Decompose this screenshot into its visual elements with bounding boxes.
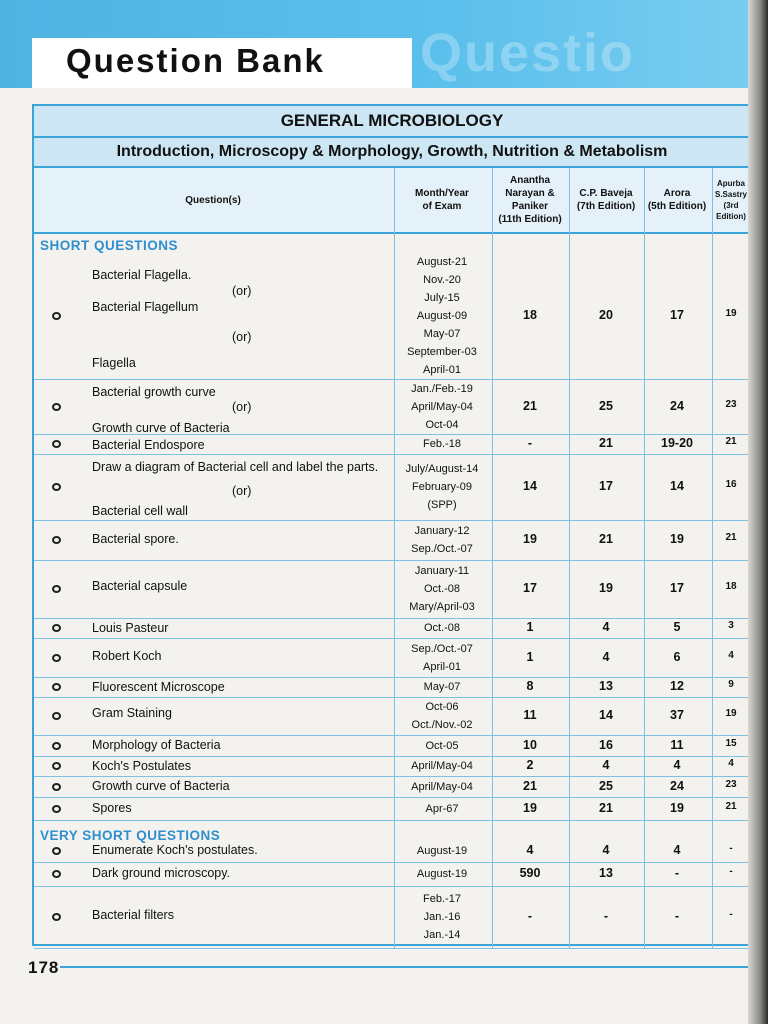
page-ref-v1: 2: [526, 758, 534, 772]
column-divider: [712, 168, 713, 948]
exam-date: August-09: [416, 309, 468, 322]
banner-watermark: Questio: [420, 23, 636, 83]
header-date-line: Month/Year: [415, 188, 469, 199]
page-ref-v2: 13: [599, 679, 613, 693]
exam-date: August-19: [416, 844, 468, 857]
table-row: [34, 677, 748, 698]
page-ref-v4: -: [729, 866, 733, 877]
page-ref-v4: 4: [728, 649, 734, 661]
bullet-icon: [52, 783, 61, 791]
header-question: Question(s): [185, 194, 241, 206]
question-line: (or): [232, 400, 252, 414]
exam-date: August-19: [416, 868, 468, 880]
page-ref-v3: 17: [670, 581, 684, 595]
bullet-icon: [52, 312, 61, 320]
page-ref-v1: 1: [526, 649, 534, 664]
page-ref-v3: 4: [673, 758, 681, 772]
question-line: (or): [232, 284, 252, 298]
header-month-year: [394, 168, 490, 232]
exam-date: Oct-05: [425, 739, 459, 752]
table-row: [34, 697, 748, 736]
question-line: Bacterial Endospore: [92, 438, 205, 452]
page-ref-v4: 15: [725, 737, 737, 749]
question-line: Bacterial growth curve: [92, 385, 216, 399]
page-ref-v1: 8: [526, 679, 534, 693]
header-ananthanarayan: [492, 168, 568, 232]
page-ref-v1: 21: [523, 778, 537, 793]
page-ref-v1: 14: [523, 479, 537, 493]
question-line: Morphology of Bacteria: [92, 738, 221, 752]
exam-date: Jan./Feb.-19: [411, 382, 473, 395]
question-line: Growth curve of Bacteria: [92, 421, 230, 435]
header-line: Arora: [663, 188, 691, 199]
page-ref-v3: 6: [673, 649, 681, 664]
page-ref-v2: 4: [602, 758, 610, 772]
bullet-icon: [52, 913, 61, 921]
very-short-questions-label: VERY SHORT QUESTIONS: [40, 828, 221, 843]
page-ref-v4: 21: [725, 532, 737, 543]
header-line: C.P. Baveja: [579, 188, 633, 199]
exam-date: April/May-04: [411, 400, 473, 413]
bullet-icon: [52, 712, 61, 720]
table-row: [34, 520, 748, 561]
exam-date: August-21: [416, 255, 468, 268]
exam-date: July-15: [424, 291, 460, 304]
exam-dates: [394, 697, 490, 735]
question-line: Draw a diagram of Bacterial cell and label the parts.: [92, 460, 379, 474]
bullet-icon: [52, 762, 61, 770]
table-row: [34, 862, 748, 887]
exam-date: Oct.-08: [423, 583, 461, 595]
table-row: [34, 454, 748, 521]
page-ref-v4: -: [729, 909, 733, 920]
page-ref-v3: 4: [673, 842, 681, 857]
exam-date: Mary/April-03: [409, 601, 475, 613]
exam-date: Oct.-08: [423, 622, 461, 634]
page-ref-v2: 14: [599, 708, 613, 722]
page-ref-v2: 21: [599, 800, 613, 815]
exam-dates: [394, 756, 490, 776]
table-row: [34, 797, 748, 821]
question-line: Spores: [92, 801, 132, 815]
page-ref-v2: 13: [599, 866, 613, 880]
header-line: S.Sastry: [714, 190, 748, 199]
bullet-icon: [52, 805, 61, 813]
title-box: [32, 38, 412, 88]
page-ref-v2: 21: [599, 532, 613, 546]
page-ref-v4: 23: [725, 778, 737, 790]
header-line: Paniker: [511, 201, 549, 212]
exam-date: April-01: [423, 363, 461, 376]
bullet-icon: [52, 585, 61, 593]
bullet-icon: [52, 536, 61, 544]
page-ref-v2: 16: [599, 737, 613, 752]
header-baveja: [569, 168, 643, 232]
page-ref-v4: 18: [725, 581, 737, 592]
exam-dates: [394, 886, 490, 948]
question-line: Bacterial capsule: [92, 579, 188, 593]
question-line: Flagella: [92, 356, 136, 370]
exam-dates: [394, 839, 490, 862]
page-ref-v4: 3: [728, 620, 734, 631]
subject-heading: GENERAL MICROBIOLOGY: [34, 106, 748, 138]
header-line: Anantha: [510, 175, 550, 186]
page-ref-v3: 19: [670, 800, 684, 815]
table-row: [34, 756, 748, 777]
question-line: Louis Pasteur: [92, 621, 169, 635]
header-arora: [644, 168, 710, 232]
page-ref-v1: 590: [519, 866, 541, 880]
question-line: Bacterial cell wall: [92, 504, 188, 518]
page-ref-v2: 19: [599, 581, 613, 595]
page-ref-v4: 19: [725, 307, 737, 319]
page-ref-v2: -: [603, 909, 609, 923]
page-ref-v2: 4: [602, 842, 610, 857]
exam-date: Oct-06: [425, 701, 459, 713]
page-ref-v1: 11: [523, 708, 537, 722]
page-ref-v1: 17: [523, 581, 537, 595]
exam-dates: [394, 454, 490, 520]
question-line: Growth curve of Bacteria: [92, 779, 230, 793]
exam-dates: [394, 560, 490, 618]
table-header: [34, 168, 748, 234]
exam-dates: [394, 735, 490, 756]
table-row: [34, 379, 748, 435]
bullet-icon: [52, 403, 61, 411]
table-row: [34, 434, 748, 455]
page-ref-v4: 21: [725, 436, 737, 447]
page-ref-v2: 25: [599, 778, 613, 793]
exam-dates: [394, 862, 490, 886]
bullet-icon: [52, 483, 61, 491]
page-ref-v2: 17: [599, 479, 613, 493]
page-ref-v3: 14: [670, 479, 684, 493]
bullet-icon: [52, 870, 61, 878]
question-line: (or): [232, 330, 252, 344]
page-ref-v4: -: [729, 842, 733, 854]
short-questions-label: SHORT QUESTIONS: [40, 238, 179, 253]
table-row: [34, 886, 748, 949]
exam-dates: [394, 618, 490, 638]
book-edge: [748, 0, 768, 1024]
page-ref-v1: 10: [523, 737, 537, 752]
exam-dates: [394, 638, 490, 677]
exam-dates: [394, 797, 490, 820]
page-ref-v3: 19-20: [661, 436, 693, 450]
header-line: Narayan &: [505, 188, 555, 199]
page-ref-v3: 19: [670, 532, 684, 546]
question-line: Bacterial Flagellum: [92, 300, 199, 314]
page-ref-v1: 4: [526, 842, 534, 857]
page-ref-v1: -: [527, 909, 533, 923]
bullet-icon: [52, 440, 61, 448]
exam-date: Jan.-16: [423, 911, 461, 923]
exam-date: April-01: [423, 660, 461, 673]
exam-date: Sep./Oct.-07: [411, 642, 473, 655]
bullet-icon: [52, 742, 61, 750]
header-line: (5th Edition): [647, 201, 707, 212]
page-ref-v3: 24: [670, 398, 684, 413]
question-line: Gram Staining: [92, 706, 172, 720]
table-row: [34, 839, 748, 863]
page-ref-v1: 19: [523, 800, 537, 815]
header-line: (11th Edition): [498, 214, 562, 225]
column-divider: [644, 168, 645, 948]
question-line: Bacterial filters: [92, 908, 174, 922]
page-number: 178: [28, 958, 60, 977]
page-ref-v3: -: [674, 909, 680, 923]
page-ref-v3: 5: [673, 620, 681, 634]
exam-date: Feb.-17: [423, 893, 461, 905]
page-ref-v4: 21: [725, 800, 737, 812]
header-line: (7th Edition): [576, 201, 636, 212]
page-ref-v3: 24: [670, 778, 684, 793]
table-row: [34, 252, 748, 380]
exam-date: February-09: [412, 481, 472, 493]
page-ref-v4: 19: [725, 708, 737, 719]
header-line: Apurba: [717, 179, 745, 188]
page-title: Question Bank: [66, 42, 325, 79]
table-row: [34, 560, 748, 619]
question-line: Dark ground microscopy.: [92, 866, 231, 880]
exam-date: May-07: [423, 681, 461, 693]
column-divider: [492, 168, 493, 948]
page-ref-v3: -: [674, 866, 680, 880]
question-line: Fluorescent Microscope: [92, 680, 225, 694]
table-row: [34, 735, 748, 757]
exam-date: Jan.-14: [423, 929, 461, 941]
exam-date: April/May-04: [411, 760, 473, 772]
exam-date: July/August-14: [405, 463, 479, 475]
question-line: Bacterial Flagella.: [92, 268, 192, 282]
bullet-icon: [52, 847, 61, 855]
exam-dates: [394, 520, 490, 560]
page-ref-v4: 23: [725, 398, 737, 410]
page-ref-v1: -: [527, 436, 533, 450]
exam-date: September-03: [407, 345, 477, 358]
question-line: (or): [232, 484, 252, 498]
exam-date: (SPP): [427, 499, 457, 511]
exam-date: Sep./Oct.-07: [411, 543, 473, 555]
bullet-icon: [52, 624, 61, 632]
question-line: Enumerate Koch's postulates.: [92, 843, 258, 857]
exam-date: Oct./Nov.-02: [411, 719, 473, 731]
page-ref-v2: 21: [599, 436, 613, 450]
page-ref-v2: 4: [602, 620, 610, 634]
exam-date: Feb.-18: [423, 438, 461, 450]
footer-rule: [60, 966, 748, 968]
page-ref-v4: 9: [728, 679, 734, 690]
bullet-icon: [52, 683, 61, 691]
page-ref-v1: 21: [523, 398, 537, 413]
exam-date: Oct-04: [425, 418, 459, 431]
table-row: [34, 776, 748, 798]
column-divider: [569, 168, 570, 948]
table-row: [34, 618, 748, 639]
exam-dates: [394, 434, 490, 454]
page-ref-v1: 1: [526, 620, 534, 634]
header-sastry: [712, 168, 748, 232]
page-ref-v2: 4: [602, 649, 610, 664]
exam-date: January-12: [414, 525, 470, 537]
header-date-line: of Exam: [422, 201, 462, 212]
topic-heading: Introduction, Microscopy & Morphology, Growth, Nutrition & Metabolism: [34, 138, 748, 168]
page-ref-v4: 4: [728, 758, 734, 769]
exam-date: Nov.-20: [423, 273, 461, 286]
header-line: (3rd Edition): [716, 201, 746, 221]
question-line: Koch's Postulates: [92, 759, 191, 773]
page-ref-v3: 37: [670, 708, 684, 722]
page-ref-v1: 18: [523, 307, 537, 322]
page-ref-v1: 19: [523, 532, 537, 546]
exam-date: January-11: [414, 565, 470, 577]
bullet-icon: [52, 654, 61, 662]
exam-date: May-07: [423, 327, 461, 340]
page-ref-v3: 12: [670, 679, 684, 693]
exam-date: Apr-67: [425, 802, 459, 815]
exam-dates: [394, 776, 490, 797]
page-ref-v3: 11: [670, 737, 684, 752]
question-line: Bacterial spore.: [92, 532, 179, 546]
exam-dates: [394, 677, 490, 697]
page-ref-v2: 20: [599, 307, 613, 322]
table-row: [34, 638, 748, 678]
column-divider: [394, 168, 395, 948]
question-line: Robert Koch: [92, 649, 162, 663]
question-table: [32, 104, 748, 946]
page-ref-v4: 16: [725, 479, 737, 490]
exam-dates: [394, 379, 490, 434]
exam-date: April/May-04: [411, 780, 473, 793]
page-ref-v3: 17: [670, 307, 684, 322]
page-ref-v2: 25: [599, 398, 613, 413]
exam-dates: [394, 252, 490, 379]
